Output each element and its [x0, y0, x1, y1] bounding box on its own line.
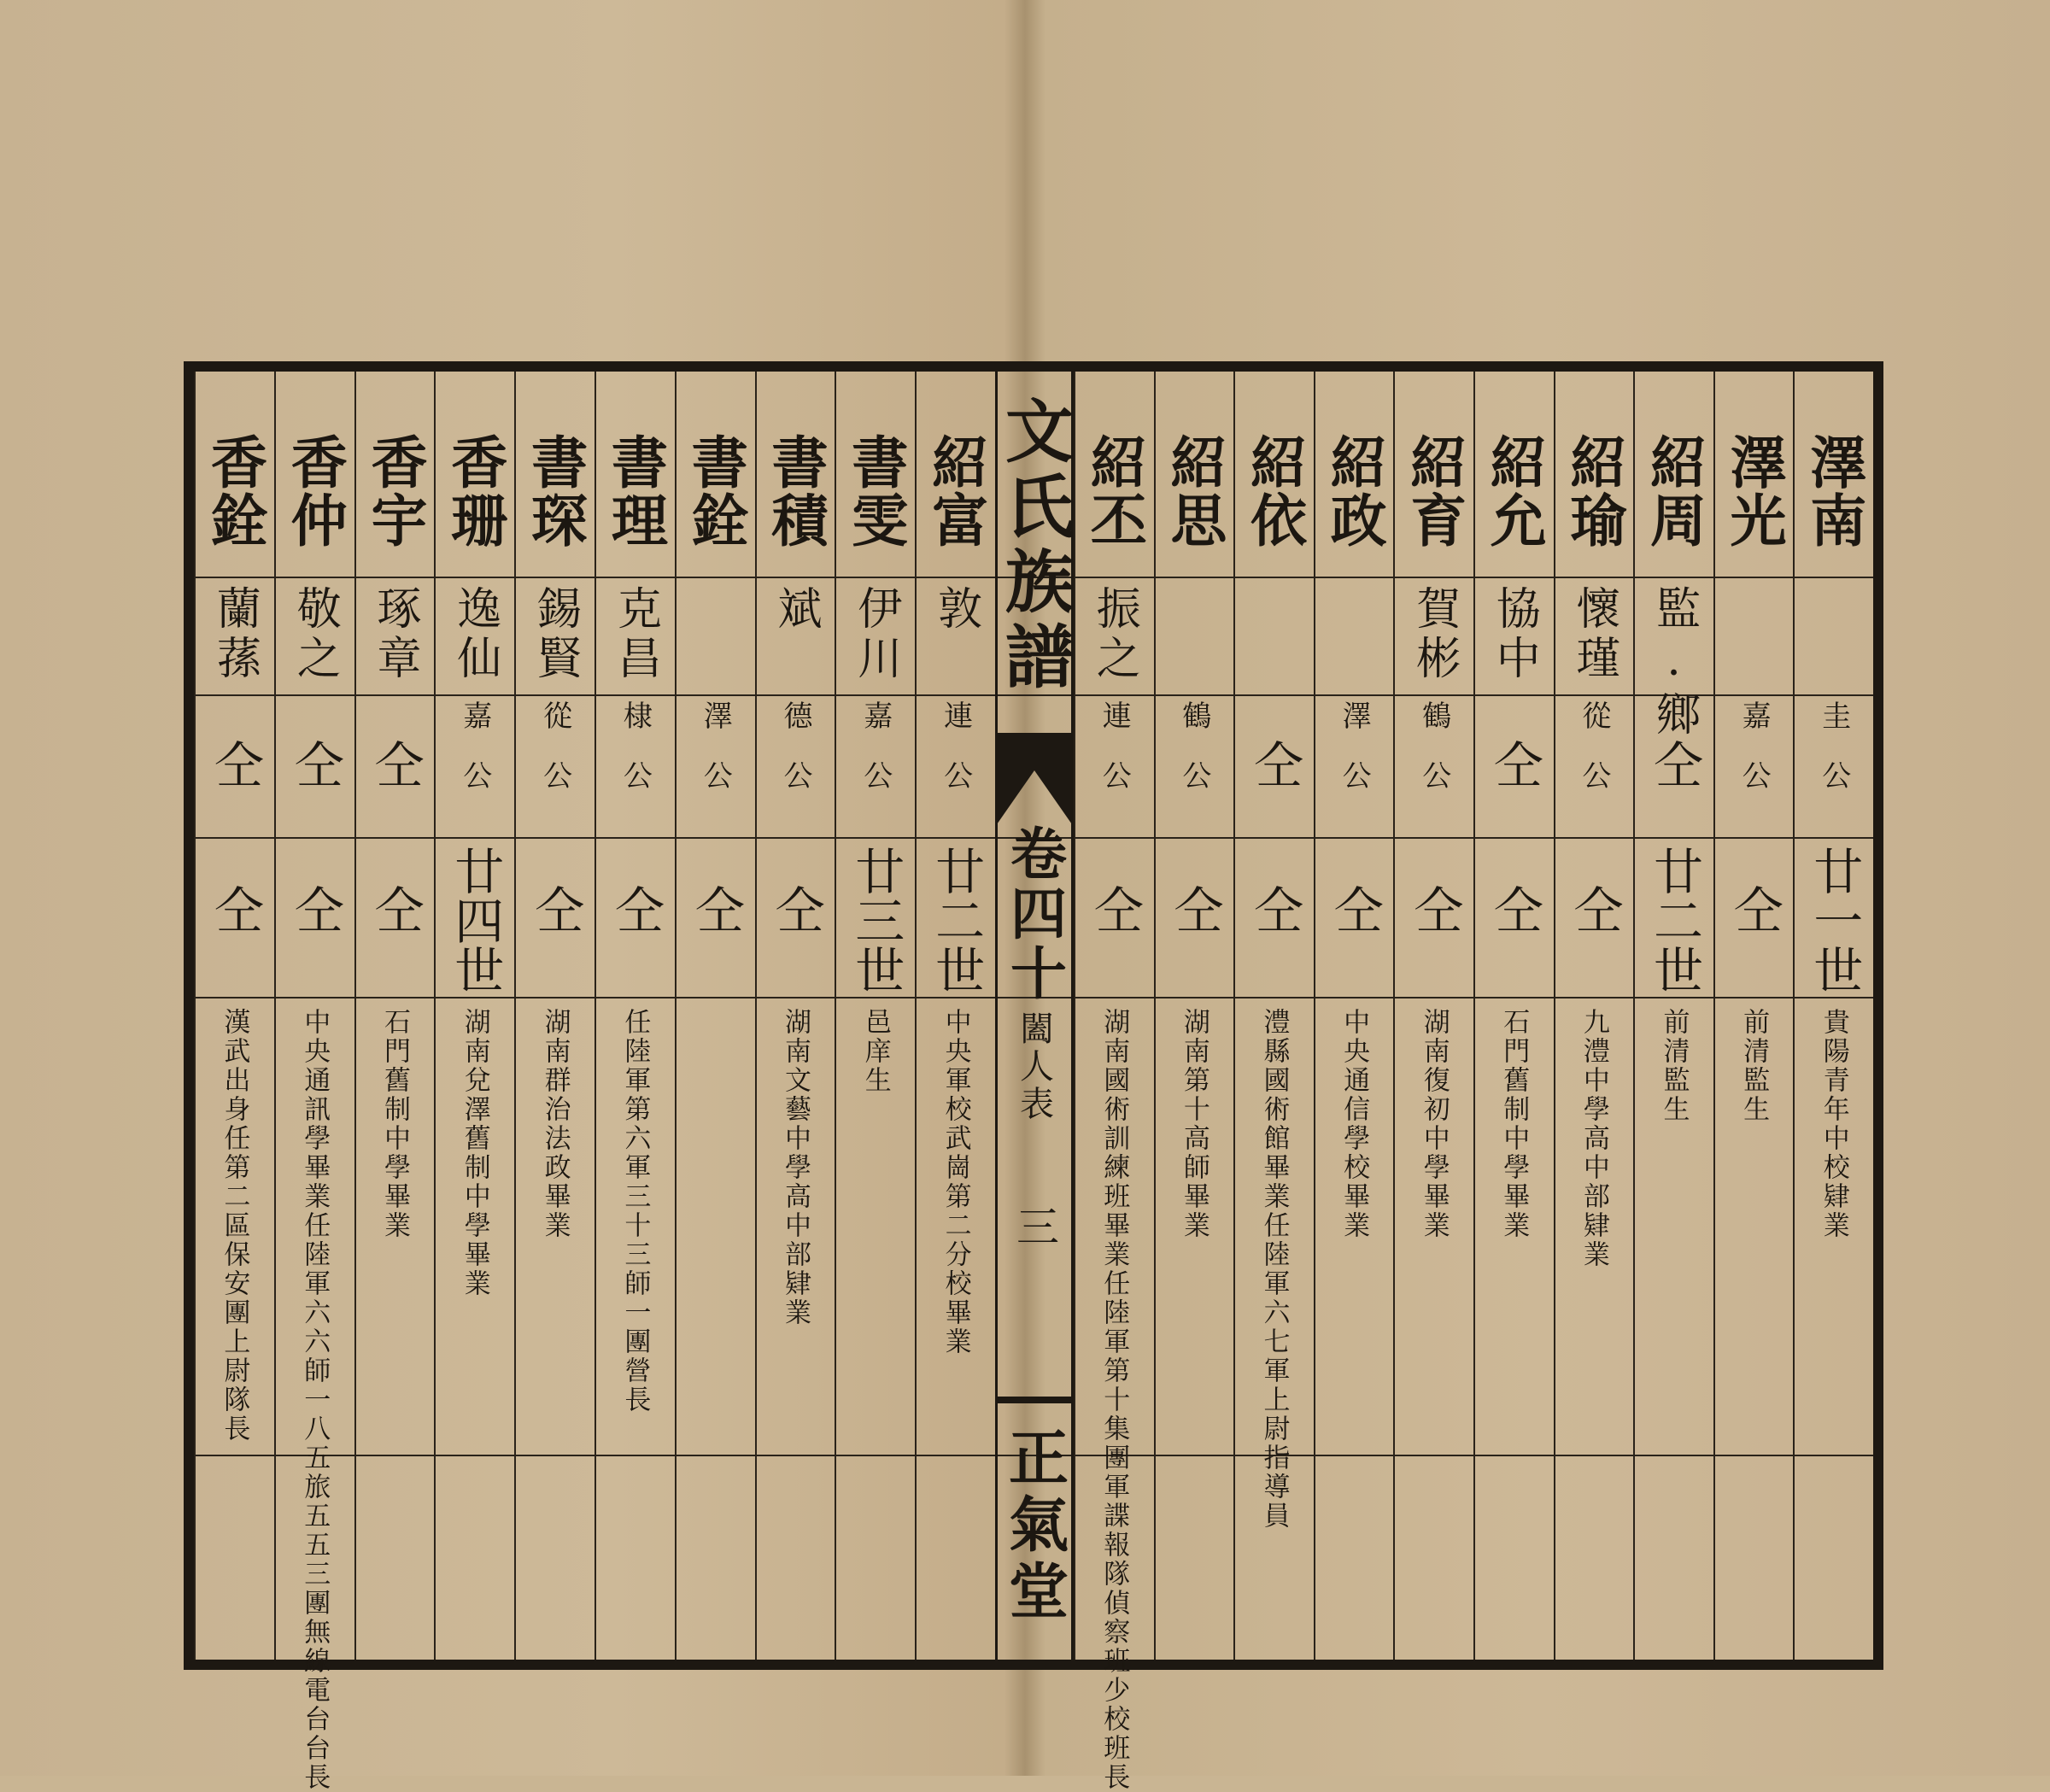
section-label: 闔人表 [1014, 1010, 1054, 1123]
same-mark: 仝 [1085, 884, 1144, 934]
generation-label: 廿三世 [846, 846, 905, 994]
courtesy-name: 敬之 [289, 585, 341, 684]
person-name: 紹富 [922, 433, 989, 549]
person-name: 香珊 [441, 433, 508, 549]
biography-note: 石門舊制中學畢業 [378, 1008, 410, 1240]
person-column [1393, 372, 1473, 1660]
same-mark: 仝 [766, 884, 825, 934]
same-mark: 仝 [1485, 739, 1543, 788]
same-mark: 仝 [606, 884, 665, 934]
person-name: 紹丕 [1081, 433, 1148, 549]
biography-note: 湖南第十高師畢業 [1178, 1008, 1210, 1240]
same-mark: 仝 [1565, 884, 1624, 934]
generation-label: 廿一世 [1805, 846, 1864, 994]
father-name: 嘉公 [858, 700, 893, 820]
person-column [354, 372, 435, 1660]
same-mark: 仝 [1644, 739, 1703, 788]
person-column [514, 372, 594, 1660]
book-title: 文氏族譜 [993, 395, 1075, 696]
generation-label: 廿二世 [1644, 846, 1703, 994]
biography-note: 貴陽青年中校肄業 [1818, 1008, 1849, 1240]
person-name: 香宇 [360, 433, 428, 549]
same-mark: 仝 [1325, 884, 1384, 934]
father-name: 鶴公 [1176, 700, 1211, 820]
same-mark: 仝 [686, 884, 745, 934]
biography-note: 澧縣國術館畢業任陸軍六七軍上尉指導員 [1258, 1008, 1290, 1531]
person-column [1233, 372, 1314, 1660]
father-name: 澤公 [698, 700, 733, 820]
person-column [915, 372, 995, 1660]
person-name: 書雯 [841, 433, 909, 549]
person-column [434, 372, 514, 1660]
biography-note: 任陸軍第六軍三十三師一團營長 [619, 1008, 651, 1414]
hall-name: 正氣堂 [999, 1426, 1070, 1626]
biography-note: 中央通信學校畢業 [1338, 1008, 1370, 1240]
same-mark: 仝 [285, 884, 344, 934]
same-mark: 仝 [1405, 884, 1464, 934]
page-number: 三 [1010, 1204, 1059, 1247]
person-name: 澤光 [1720, 433, 1788, 549]
same-mark: 仝 [285, 739, 344, 788]
courtesy-name: 逸仙 [448, 585, 501, 684]
father-name: 圭公 [1816, 700, 1851, 820]
person-name: 紹瑜 [1560, 433, 1627, 549]
person-column [594, 372, 675, 1660]
volume-label: 卷四十 [1000, 824, 1068, 1004]
biography-note: 中央通訊學畢業任陸軍六六師一八五旅五五三團無線電台台長 [299, 1008, 331, 1792]
courtesy-name: 賀彬 [1408, 585, 1460, 684]
father-name: 從公 [537, 700, 572, 820]
person-column [755, 372, 835, 1660]
father-name: 澤公 [1337, 700, 1372, 820]
person-name: 書琛 [521, 433, 589, 549]
person-column [1154, 372, 1234, 1660]
person-name: 紹育 [1400, 433, 1467, 549]
person-column [274, 372, 354, 1792]
table-frame [184, 361, 1883, 1792]
courtesy-name: 伊川 [849, 585, 901, 684]
father-name: 鶴公 [1416, 700, 1451, 820]
person-name: 紹政 [1321, 433, 1388, 549]
father-name: 從公 [1576, 700, 1611, 820]
father-name: 連公 [938, 700, 973, 820]
same-mark: 仝 [1245, 884, 1303, 934]
courtesy-name: 克昌 [609, 585, 661, 684]
generation-label: 廿四世 [446, 846, 505, 994]
biography-note: 石門舊制中學畢業 [1498, 1008, 1530, 1240]
person-name: 書銓 [682, 433, 749, 549]
same-mark: 仝 [205, 739, 264, 788]
same-mark: 仝 [366, 739, 425, 788]
person-column [1314, 372, 1394, 1660]
person-column [1074, 372, 1154, 1792]
person-column [1793, 372, 1873, 1660]
person-name: 紹依 [1240, 433, 1308, 549]
biography-note: 漢武出身任第二區保安團上尉隊長 [219, 1008, 250, 1444]
courtesy-name: 蘭蓀 [208, 585, 261, 684]
courtesy-name: 監.鄉 [1648, 585, 1700, 741]
biography-note: 邑庠生 [859, 1008, 891, 1095]
courtesy-name: 協中 [1488, 585, 1540, 684]
person-name: 紹允 [1480, 433, 1548, 549]
biography-note: 九澧中學高中部肄業 [1578, 1008, 1609, 1269]
courtesy-name: 錫賢 [529, 585, 581, 684]
courtesy-name: 懷瑾 [1567, 585, 1620, 684]
courtesy-name: 斌 [769, 585, 821, 635]
father-name: 棣公 [618, 700, 653, 820]
courtesy-name: 振之 [1088, 585, 1140, 684]
fishtail-mark [995, 733, 1074, 827]
person-name: 香銓 [201, 433, 268, 549]
father-name: 連公 [1097, 700, 1132, 820]
biography-note: 前清監生 [1658, 1008, 1690, 1124]
person-name: 紹思 [1160, 433, 1227, 549]
person-column [1473, 372, 1554, 1660]
same-mark: 仝 [1725, 884, 1784, 934]
spine-divider [995, 1397, 1074, 1403]
person-column [675, 372, 755, 1660]
person-column [1713, 372, 1794, 1660]
person-name: 書積 [761, 433, 829, 549]
person-column [194, 372, 274, 1660]
courtesy-name: 琢章 [368, 585, 420, 684]
biography-note: 湖南群治法政畢業 [539, 1008, 571, 1240]
person-name: 紹周 [1640, 433, 1707, 549]
person-column [835, 372, 915, 1660]
biography-note: 中央軍校武崗第二分校畢業 [940, 1008, 971, 1356]
same-mark: 仝 [1245, 739, 1303, 788]
genealogy-table [194, 372, 1873, 1792]
biography-note: 前清監生 [1738, 1008, 1770, 1124]
courtesy-name: 敦 [929, 585, 981, 635]
person-name: 書理 [601, 433, 669, 549]
biography-note: 湖南兌澤舊制中學畢業 [459, 1008, 490, 1298]
person-column [1633, 372, 1713, 1660]
same-mark: 仝 [205, 884, 264, 934]
same-mark: 仝 [1165, 884, 1224, 934]
person-column [1554, 372, 1634, 1660]
same-mark: 仝 [526, 884, 585, 934]
father-name: 嘉公 [1737, 700, 1772, 820]
same-mark: 仝 [1485, 884, 1543, 934]
father-name: 德公 [777, 700, 812, 820]
biography-note: 湖南復初中學畢業 [1418, 1008, 1450, 1240]
person-name: 香仲 [281, 433, 348, 549]
father-name: 嘉公 [457, 700, 492, 820]
same-mark: 仝 [366, 884, 425, 934]
biography-note: 湖南國術訓練班畢業任陸軍第十集團軍諜報隊偵察班少校班長 [1098, 1008, 1130, 1792]
generation-label: 廿二世 [927, 846, 986, 994]
person-name: 澤南 [1800, 433, 1867, 549]
center-spine [995, 372, 1074, 1660]
biography-note: 湖南文藝中學高中部肄業 [779, 1008, 811, 1327]
